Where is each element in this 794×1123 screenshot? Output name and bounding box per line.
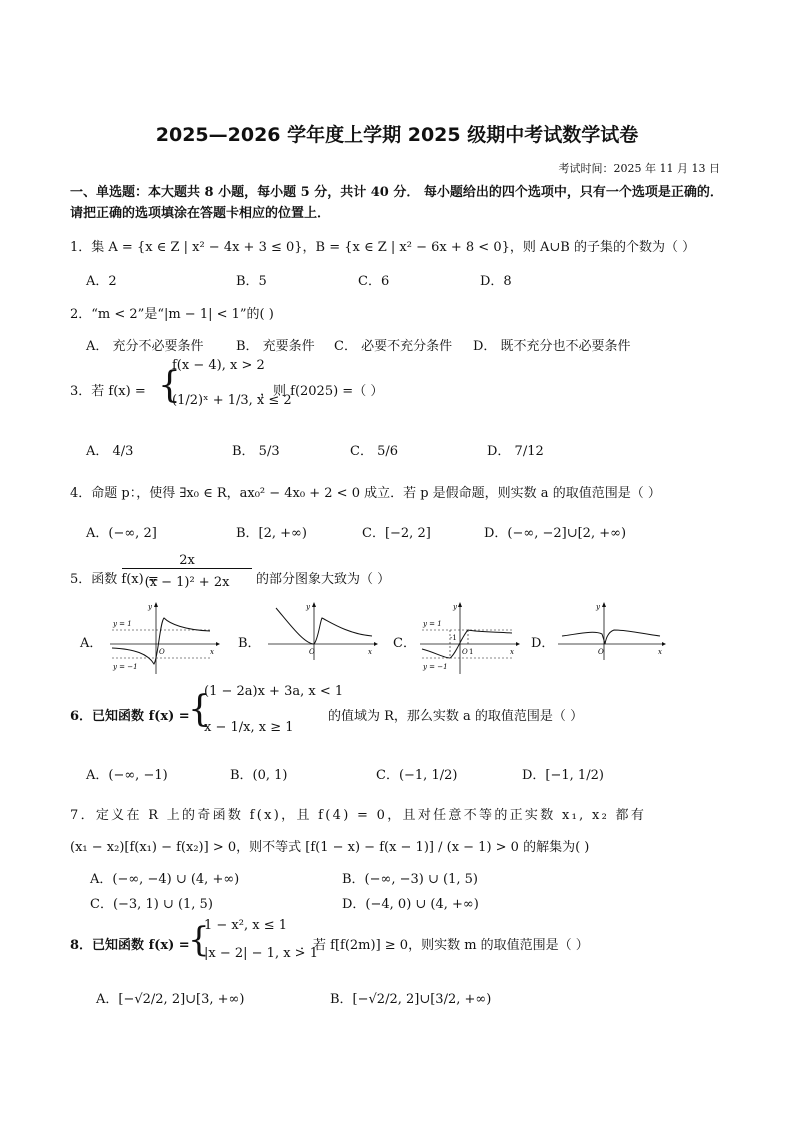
page-title: 2025—2026 学年度上学期 2025 级期中考试数学试卷: [155, 124, 639, 146]
q5-option-d: D．: [531, 636, 555, 651]
graph-c-label-ym1: y = −1: [423, 663, 448, 671]
graph-d-y-label: y: [596, 603, 600, 611]
q5-denominator: (x − 1)² + 2x: [144, 575, 230, 590]
q3-case-1: f(x − 4), x > 2: [172, 358, 265, 373]
graph-b: [268, 602, 378, 662]
q3-case-2: (1/2)ˣ + 1/3, x ≤ 2: [172, 393, 292, 408]
section-heading: 一、单选题：本大题共 8 小题，每小题 5 分，共计 40 分． 每小题给出的四个选项中，只有一个选项是正确的．请把正确的选项填涂在答题卡相应的位置上．: [70, 185, 723, 221]
graph-a-origin: O: [159, 648, 165, 656]
question-4-stem: 4．命题 p：，使得 ∃x₀ ∈ R，ax₀² − 4x₀ + 2 < 0 成立．若 p 是假命题，则实数 a 的取值范围是（ ）: [70, 486, 661, 501]
graph-c-x-label: x: [510, 648, 514, 656]
q6-brace: {: [188, 689, 211, 730]
q2-option-b: B． 充要条件: [236, 339, 315, 354]
graph-c-y-label: y: [453, 603, 457, 611]
q1-option-c: C．6: [358, 274, 390, 289]
graph-b-x-label: x: [368, 648, 372, 656]
question-2-stem: 2．“m < 2”是“|m − 1| < 1”的( ): [70, 307, 274, 322]
q1-option-a: A．2: [86, 274, 117, 289]
q5-suffix: 的部分图象大致为（ ）: [256, 572, 391, 587]
q8-brace: {: [188, 920, 210, 960]
q6-option-c: C．(−1, 1/2): [376, 768, 458, 783]
graph-a-label-y1: y = 1: [113, 620, 132, 628]
question-3-prefix: 3．若 f(x) =: [70, 384, 146, 399]
question-6-prefix: 6．已知函数 f(x) =: [70, 709, 190, 724]
question-7-line2: (x₁ − x₂)[f(x₁) − f(x₂)] > 0，则不等式 [f(1 − x) − f(x − 1)] / (x − 1) > 0 的解集为( ): [70, 840, 590, 855]
q1-option-d: D．8: [480, 274, 512, 289]
q3-option-d: D． 7/12: [487, 444, 544, 459]
graph-d-origin: O: [598, 648, 604, 656]
q1-option-b: B．5: [236, 274, 267, 289]
q4-option-c: C．[−2, 2]: [362, 526, 431, 541]
q8-case-1: 1 − x², x ≤ 1: [204, 918, 287, 933]
graph-c: [420, 602, 520, 674]
q8-option-b: B．[−√2/2, 2]∪[3/2, +∞): [330, 992, 492, 1007]
q4-option-d: D．(−∞, −2]∪[2, +∞): [484, 526, 627, 541]
q2-option-c: C． 必要不充分条件: [334, 339, 453, 354]
q6-option-d: D．[−1, 1/2): [522, 768, 604, 783]
q7-option-a: A．(−∞, −4) ∪ (4, +∞): [90, 872, 240, 887]
q6-case-1: (1 − 2a)x + 3a, x < 1: [204, 684, 344, 699]
q3-brace: {: [158, 365, 181, 406]
graph-c-label-y1: y = 1: [423, 620, 442, 628]
q6-option-b: B．(0, 1): [230, 768, 288, 783]
graph-a-x-label: x: [210, 648, 214, 656]
q4-option-b: B．[2, +∞): [236, 526, 307, 541]
graph-d: [558, 602, 666, 662]
graph-a-y-label: y: [148, 603, 152, 611]
q2-option-d: D． 既不充分也不必要条件: [473, 339, 631, 354]
graph-c-tick-m1: -1: [450, 634, 457, 642]
question-7-line1: 7．定义在 R 上的奇函数 f(x)，且 f(4) = 0，且对任意不等的正实数 x₁, x₂ 都有: [70, 808, 647, 823]
graph-a-label-ym1: y = −1: [113, 663, 138, 671]
question-8-prefix: 8．已知函数 f(x) =: [70, 938, 190, 953]
q5-option-b: B．: [238, 636, 261, 651]
q5-numerator: 2x: [122, 553, 252, 569]
q3-option-b: B． 5/3: [232, 444, 280, 459]
q5-option-a: A．: [80, 636, 103, 651]
q3-option-a: A． 4/3: [86, 444, 134, 459]
q7-option-c: C．(−3, 1) ∪ (1, 5): [90, 897, 213, 912]
q7-option-d: D．(−4, 0) ∪ (4, +∞): [342, 897, 479, 912]
graph-c-tick-1: 1: [469, 648, 474, 656]
q3-suffix: ，则 f(2025) =（ ）: [260, 384, 384, 399]
graph-b-origin: O: [309, 648, 315, 656]
exam-time: 考试时间：2025 年 11 月 13 日: [558, 162, 720, 175]
q2-option-a: A． 充分不必要条件: [86, 339, 204, 354]
question-5-prefix: 5．函数 f(x) =: [70, 572, 159, 587]
q6-case-2: x − 1/x, x ≥ 1: [204, 720, 294, 735]
graph-c-origin: O: [462, 648, 468, 656]
q6-option-a: A．(−∞, −1): [86, 768, 168, 783]
q5-option-c: C．: [393, 636, 416, 651]
q8-suffix: ．若 f[f(2m)] ≥ 0，则实数 m 的取值范围是（ ）: [300, 938, 589, 953]
q6-suffix: 的值域为 R，那么实数 a 的取值范围是（ ）: [328, 709, 584, 724]
graph-d-x-label: x: [658, 648, 662, 656]
q8-option-a: A．[−√2/2, 2]∪[3, +∞): [96, 992, 245, 1007]
q3-option-c: C． 5/6: [350, 444, 399, 459]
q4-option-a: A．(−∞, 2]: [86, 526, 157, 541]
q7-option-b: B．(−∞, −3) ∪ (1, 5): [342, 872, 478, 887]
graph-a: [110, 602, 220, 674]
q8-case-2: |x − 2| − 1, x > 1: [204, 946, 318, 961]
graph-b-y-label: y: [306, 603, 310, 611]
question-1-stem: 1．集 A = {x ∈ Z | x² − 4x + 3 ≤ 0}，B = {x ∈ Z | x² − 6x + 8 < 0}，则 A∪B 的子集的个数为（ ）: [70, 240, 696, 255]
